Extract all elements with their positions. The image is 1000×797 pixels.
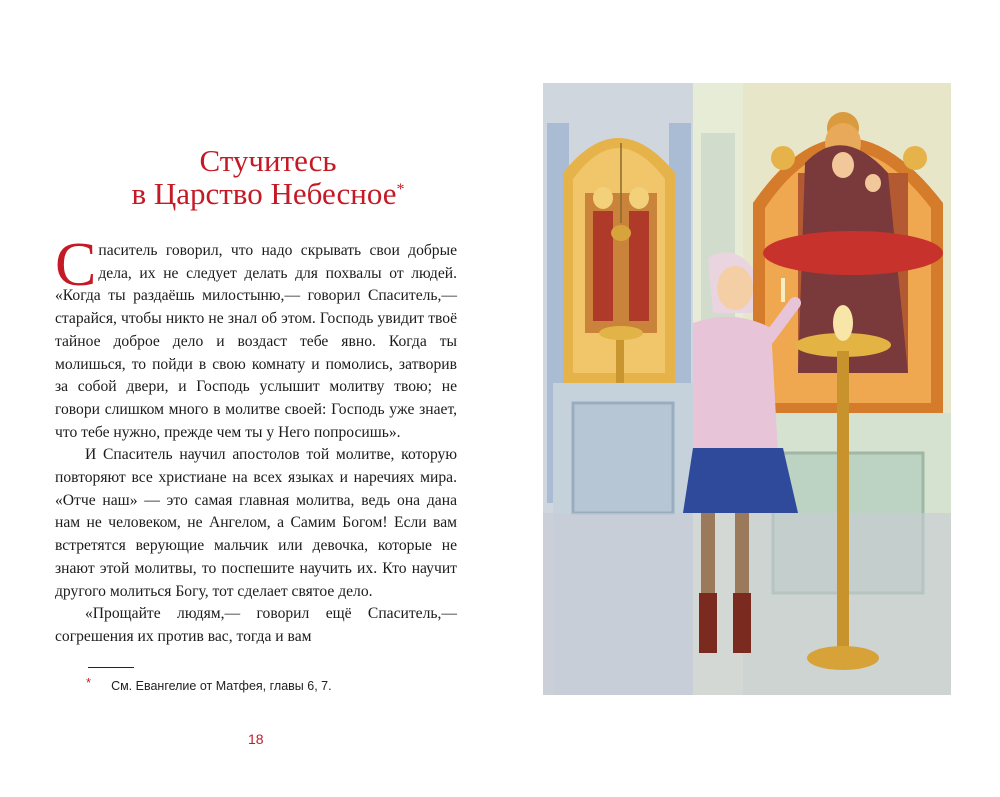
chapter-title-line-2 — [8, 176, 528, 212]
chapter-title-line-1: Стучитесь — [199, 143, 337, 178]
drop-cap: С — [55, 231, 97, 299]
chapter-title-text: в Царство Небесное — [131, 176, 397, 211]
paragraph-1 — [55, 231, 457, 444]
footnote — [86, 675, 486, 693]
footnote-text: См. Евангелие от Матфея, главы 6, 7. — [111, 679, 332, 693]
paragraph-2: И Спаситель научил апостолов той молитве, которую повторяют все христиане на всех языках и наречиях мира. «Отче наш» — это самая главная молитва, ведь она дана нам не человеком, не Ангелом, а Самим Богом! Если вам встретятся верующие мальчик или девочка, которые не знают этой молитвы, то поспешите научить их. Кто научит другого молиться Богу, тот сделает святое дело. — [55, 446, 457, 600]
footnote-mark: * — [86, 675, 92, 690]
paragraph-3: «Прощайте людям,— говорил ещё Спаситель,— согрешения их против вас, тогда и вам — [55, 605, 457, 645]
paragraph-1-text: паситель говорил, что надо скрывать свои добрые дела, их не следует делать для похвалы от людей. «Когда ты раздаёшь милостыню,— говорил Спаситель,— старайся, чтобы никто не знал об этом. Господь увидит твоё тайное доброе дело и воздаст тебе явно. Когда ты молишься, то пойди в свою комнату и помолись, затворив за собой двери, и Господь услышит молитву твою; не говори слишком много в молитве своей: Господь уже знает, что тебе нужно, прежде чем ты у Него попросишь». — [55, 242, 457, 441]
body-text — [55, 231, 457, 649]
footnote-reference-mark: * — [396, 181, 405, 198]
footnote-divider — [88, 667, 134, 668]
page-number: 18 — [248, 731, 264, 747]
church-illustration — [543, 83, 951, 695]
